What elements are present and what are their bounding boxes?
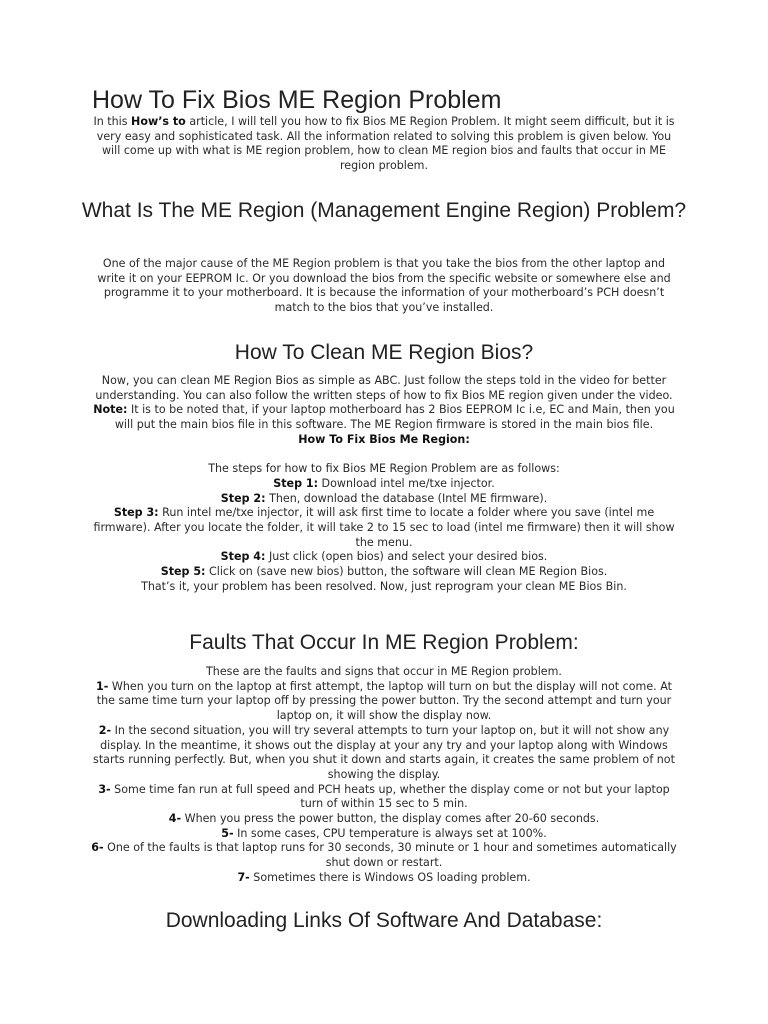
step-text: Just click (open bios) and select your desired bios. (265, 550, 548, 564)
step-text: Run intel me/txe injector, it will ask first time to locate a folder where you save (intel me firmware). After you locate the folder, it will take 2 to 15 sec to load (intel me firmware) then it will show the menu. (93, 506, 675, 549)
note-label: Note: (93, 403, 128, 417)
fault-item (88, 812, 680, 827)
fault-item (88, 827, 680, 842)
heading-downloading-links: Downloading Links Of Software And Database: (165, 909, 603, 932)
steps-intro: The steps for how to fix Bios ME Region Problem are as follows: (208, 462, 560, 476)
step-label: Step 3: (113, 506, 159, 520)
fault-text: When you press the power button, the display comes after 20-60 seconds. (181, 812, 600, 826)
step-text: Download intel me/txe injector. (318, 476, 495, 490)
me-region-cause-paragraph: One of the major cause of the ME Region problem is that you take the bios from the other laptop and write it on your EEPROM Ic. Or you download the bios from the specific website or somewhere else and programme it to your motherboard. It is because the information of your motherboard’s PCH doesn’t match to the bios that you’ve installed. (97, 257, 671, 315)
step-item (88, 565, 680, 580)
fault-item (88, 783, 680, 812)
intro-text-start: In this (93, 115, 132, 128)
fault-text: One of the faults is that laptop runs for 30 seconds, 30 minute or 1 hour and sometimes automatically shut down or restart. (103, 841, 677, 870)
clean-me-region-section (88, 374, 680, 595)
spacer (88, 448, 680, 463)
step-item (88, 506, 680, 550)
fault-number: 4- (168, 812, 182, 826)
fault-text: Sometimes there is Windows OS loading problem. (249, 870, 531, 884)
fault-number: 1- (96, 679, 109, 693)
fault-item (88, 871, 680, 886)
fault-item (88, 841, 680, 870)
heading-what-is-me-region: What Is The ME Region (Management Engine Region) Problem? (81, 199, 687, 222)
step-item (88, 550, 680, 565)
heading-faults: Faults That Occur In ME Region Problem: (189, 631, 579, 654)
page-title: How To Fix Bios ME Region Problem (92, 86, 502, 114)
note-paragraph (88, 403, 680, 432)
fault-text: Some time fan run at full speed and PCH heats up, whether the display come or not but your laptop turn of within 15 sec to 5 min. (110, 782, 670, 811)
step-label: Step 1: (273, 476, 319, 490)
faults-intro: These are the faults and signs that occur in ME Region problem. (206, 665, 562, 678)
steps-subheading: How To Fix Bios Me Region: (298, 432, 470, 446)
closing-line: That’s it, your problem has been resolved. Now, just reprogram your clean ME Bios Bin. (141, 579, 627, 593)
fault-number: 6- (91, 841, 104, 855)
fault-text: In the second situation, you will try several attempts to turn your laptop on, but it will not show any display. In the meantime, it shows out the display at your any try and your laptop along with Windows starts running perfectly. But, when you shut it down and starts again, it creates the same problem of not showing the display. (93, 723, 675, 781)
step-item (88, 492, 680, 507)
step-label: Step 5: (160, 565, 206, 579)
fault-item (88, 724, 680, 783)
fault-text: In some cases, CPU temperature is always set at 100%. (233, 826, 547, 840)
heading-clean-me-region: How To Clean ME Region Bios? (234, 341, 534, 364)
fault-text: When you turn on the laptop at first attempt, the laptop will turn on but the display will not come. At the same time turn your laptop off by pressing the power button. Try the second attempt and turn your laptop on, it will show the display now. (96, 679, 672, 723)
step-label: Step 2: (220, 491, 266, 505)
intro-bold-text: How’s to (131, 115, 186, 128)
fault-item (88, 680, 680, 724)
step-text: Then, download the database (Intel ME firmware). (265, 491, 548, 505)
faults-section (88, 665, 680, 886)
fault-number: 3- (98, 782, 111, 796)
note-text: It is to be noted that, if your laptop motherboard has 2 Bios EEPROM Ic i.e, EC and Main, then you will put the main bios file in this software. The ME Region firmware is stored in the main bios file. (114, 403, 675, 432)
intro-paragraph (88, 115, 680, 174)
fault-number: 7- (237, 870, 250, 884)
clean-intro-paragraph: Now, you can clean ME Region Bios as simple as ABC. Just follow the steps told in the video for better understanding. You can also follow the written steps of how to fix Bios ME region given under the video. (95, 374, 673, 402)
fault-number: 2- (98, 723, 112, 737)
fault-number: 5- (221, 826, 234, 840)
intro-text-rest: article, I will tell you how to fix Bios ME Region Problem. It might seem difficult, but it is very easy and sophisticated task. All the information related to solving this problem is given below. You will come up with what is ME region problem, how to clean ME region bios and faults that occur in ME region problem. (96, 115, 675, 173)
step-text: Click on (save new bios) button, the software will clean ME Region Bios. (205, 565, 608, 579)
step-item (88, 477, 680, 492)
step-label: Step 4: (220, 550, 266, 564)
